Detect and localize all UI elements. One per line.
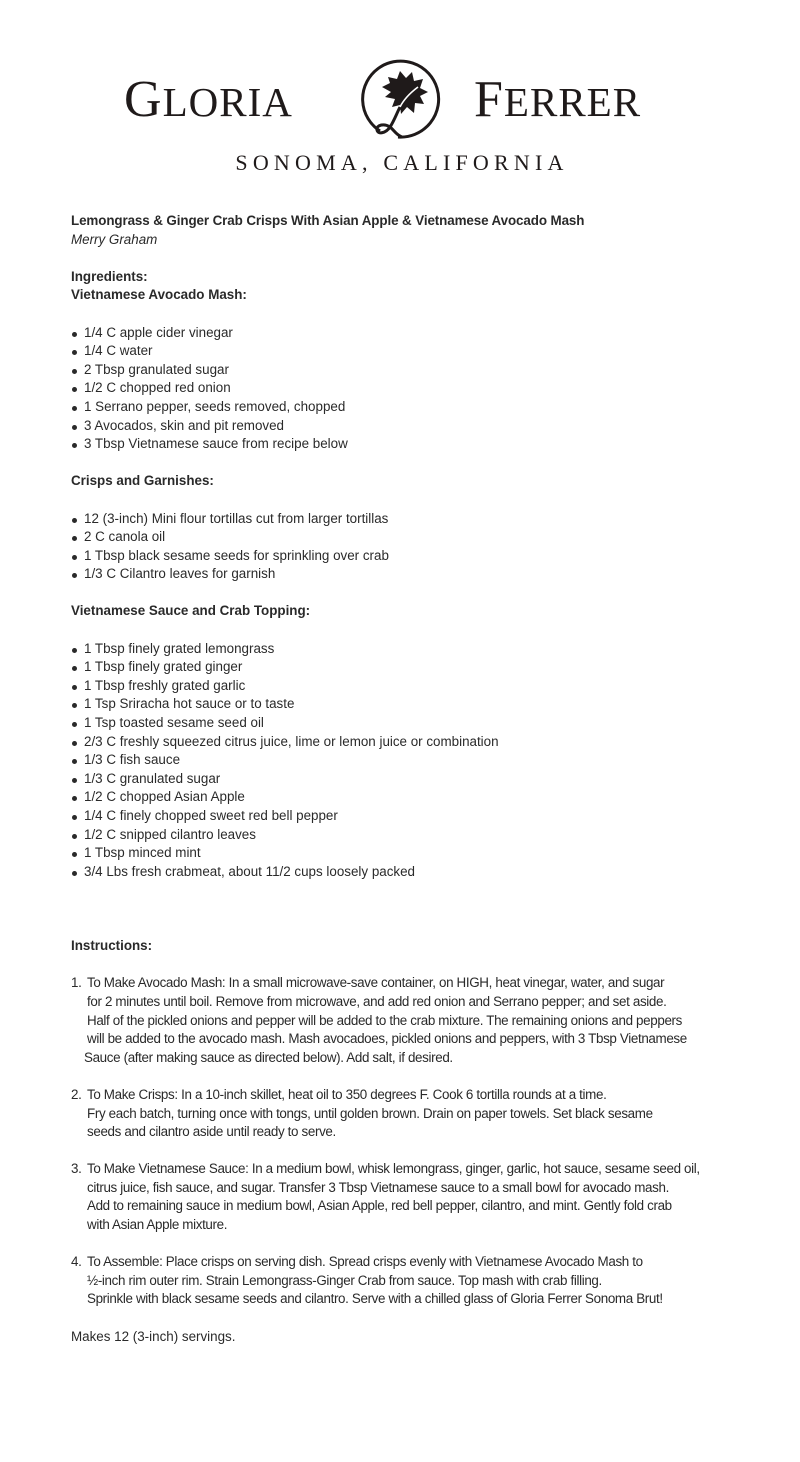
ingredient-item: 1/4 C water bbox=[71, 342, 751, 361]
instruction-steps bbox=[71, 974, 751, 1309]
step-line: with Asian Apple mixture. bbox=[87, 1217, 228, 1233]
ingredient-item: 1 Tsp toasted sesame seed oil bbox=[71, 714, 751, 733]
step-line: Add to remaining sauce in medium bowl, Asian Apple, red bell pepper, cilantro, and mint. Gently fold crab bbox=[87, 1198, 672, 1214]
ingredient-item: 1/4 C finely chopped sweet red bell pepper bbox=[71, 807, 751, 826]
brand-initial-g: G bbox=[124, 71, 163, 128]
recipe-document bbox=[71, 212, 751, 1346]
ingredient-item: 1/2 C chopped Asian Apple bbox=[71, 788, 751, 807]
brand-name-gloria bbox=[124, 70, 293, 132]
spacer bbox=[71, 305, 751, 324]
ingredient-item: 1 Tbsp freshly grated garlic bbox=[71, 677, 751, 696]
brand-name-ferrer bbox=[474, 70, 641, 132]
recipe-yield: Makes 12 (3-inch) servings. bbox=[71, 1328, 236, 1344]
brand-rest-loria: LORIA bbox=[162, 79, 293, 125]
spacer bbox=[71, 919, 751, 938]
instruction-step bbox=[71, 1160, 751, 1234]
spacer bbox=[71, 956, 751, 975]
step-line: Sauce (after making sauce as directed below). Add salt, if desired. bbox=[84, 1049, 453, 1065]
ingredient-item: 1 Serrano pepper, seeds removed, chopped bbox=[71, 398, 751, 417]
ingredient-item: 1/3 C Cilantro leaves for garnish bbox=[71, 565, 751, 584]
ingredient-item: 1 Tsp Sriracha hot sauce or to taste bbox=[71, 695, 751, 714]
ingredient-item: 3 Avocados, skin and pit removed bbox=[71, 417, 751, 436]
brand-rest-errer: ERRER bbox=[503, 79, 642, 125]
step-line: Half of the pickled onions and pepper will be added to the crab mixture. The remaining onions and peppers bbox=[87, 1012, 682, 1028]
spacer bbox=[71, 584, 751, 603]
ingredient-item: 1 Tbsp finely grated ginger bbox=[71, 658, 751, 677]
step-line: seeds and cilantro aside until ready to serve. bbox=[87, 1124, 336, 1140]
spacer bbox=[71, 881, 751, 900]
ingredient-item: 1/4 C apple cider vinegar bbox=[71, 324, 751, 343]
ingredient-item: 1/3 C fish sauce bbox=[71, 751, 751, 770]
section-heading-avocado-mash: Vietnamese Avocado Mash: bbox=[71, 287, 247, 303]
instruction-step bbox=[71, 1086, 751, 1142]
spacer bbox=[71, 900, 751, 919]
step-line: Sprinkle with black sesame seeds and cilantro. Serve with a chilled glass of Gloria Ferrer Sonoma Brut! bbox=[87, 1291, 663, 1307]
instructions-heading: Instructions: bbox=[71, 938, 153, 954]
step-number: 3. bbox=[71, 1161, 82, 1177]
brand-location: SONOMA, CALIFORNIA bbox=[235, 150, 569, 175]
ingredient-item: 2/3 C freshly squeezed citrus juice, lime or lemon juice or combination bbox=[71, 733, 751, 752]
ingredient-item: 2 C canola oil bbox=[71, 528, 751, 547]
logo-wordmark bbox=[0, 56, 800, 148]
step-line: Fry each batch, turning once with tongs, until golden brown. Drain on paper towels. Set black sesame bbox=[87, 1105, 653, 1121]
step-number: 2. bbox=[71, 1086, 82, 1102]
ingredient-list-sauce-crab-topping bbox=[71, 640, 751, 882]
ingredient-list-avocado-mash bbox=[71, 324, 751, 454]
step-number: 4. bbox=[71, 1254, 82, 1270]
ingredient-item: 1/2 C chopped red onion bbox=[71, 379, 751, 398]
step-line: for 2 minutes until boil. Remove from microwave, and add red onion and Serrano pepper; and set aside. bbox=[87, 993, 667, 1009]
grape-leaf-emblem-icon bbox=[360, 57, 446, 143]
ingredient-item: 12 (3-inch) Mini flour tortillas cut from larger tortillas bbox=[71, 510, 751, 529]
ingredient-item: 1 Tbsp finely grated lemongrass bbox=[71, 640, 751, 659]
step-line: To Make Vietnamese Sauce: In a medium bowl, whisk lemongrass, ginger, garlic, hot sauce, sesame seed oil, bbox=[87, 1161, 700, 1177]
spacer bbox=[71, 491, 751, 510]
spacer bbox=[71, 454, 751, 473]
step-line: To Make Crisps: In a 10-inch skillet, heat oil to 350 degrees F. Cook 6 tortilla rounds at a time. bbox=[87, 1086, 607, 1102]
step-number: 1. bbox=[71, 975, 82, 991]
spacer bbox=[71, 621, 751, 640]
instruction-step bbox=[71, 1253, 751, 1309]
ingredient-item: 1/2 C snipped cilantro leaves bbox=[71, 826, 751, 845]
instruction-step bbox=[71, 974, 751, 1067]
ingredient-item: 1 Tbsp black sesame seeds for sprinkling over crab bbox=[71, 547, 751, 566]
step-line: To Assemble: Place crisps on serving dish. Spread crisps evenly with Vietnamese Avocado Mash to bbox=[87, 1254, 643, 1270]
step-line: will be added to the avocado mash. Mash avocadoes, pickled onions and peppers, with 3 Tbsp Vietnamese bbox=[87, 1031, 687, 1047]
ingredients-heading: Ingredients: bbox=[71, 268, 148, 284]
recipe-title: Lemongrass & Ginger Crab Crisps With Asian Apple & Vietnamese Avocado Mash bbox=[71, 213, 585, 228]
ingredient-item: 3/4 Lbs fresh crabmeat, about 11/2 cups loosely packed bbox=[71, 863, 751, 882]
section-heading-sauce-crab-topping: Vietnamese Sauce and Crab Topping: bbox=[71, 603, 311, 619]
step-line: citrus juice, fish sauce, and sugar. Transfer 3 Tbsp Vietnamese sauce to a small bowl for avocado mash. bbox=[87, 1179, 669, 1195]
brand-initial-f: F bbox=[474, 71, 504, 128]
ingredient-item: 2 Tbsp granulated sugar bbox=[71, 361, 751, 380]
ingredient-item: 1/3 C granulated sugar bbox=[71, 770, 751, 789]
spacer bbox=[71, 249, 751, 268]
ingredient-item: 3 Tbsp Vietnamese sauce from recipe below bbox=[71, 435, 751, 454]
recipe-author: Merry Graham bbox=[71, 231, 158, 247]
ingredient-item: 1 Tbsp minced mint bbox=[71, 844, 751, 863]
step-line: ½-inch rim outer rim. Strain Lemongrass-Ginger Crab from sauce. Top mash with crab filling. bbox=[87, 1272, 602, 1288]
ingredient-list-crisps-garnishes bbox=[71, 510, 751, 584]
section-heading-crisps-garnishes: Crisps and Garnishes: bbox=[71, 473, 214, 489]
brand-logo bbox=[0, 56, 800, 186]
step-line: To Make Avocado Mash: In a small microwave-save container, on HIGH, heat vinegar, water, and sugar bbox=[87, 975, 665, 991]
